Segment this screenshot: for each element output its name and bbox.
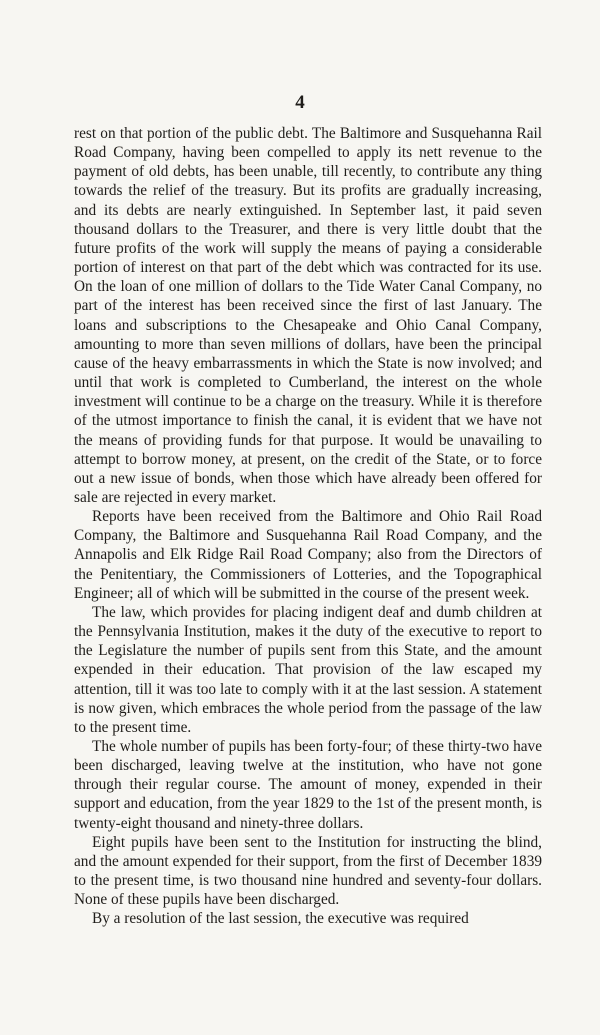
paragraph-blind-institution: Eight pupils have been sent to the Institution for instructing the blind, and the amount expended for their support, from the first of December 1839 to the present time, is two thousand nine hundred and seventy-four dollars. None of these pupils have been discharged. bbox=[74, 833, 542, 909]
paragraph-reports: Reports have been received from the Baltimore and Ohio Rail Road Company, the Baltimore and Susquehanna Rail Road Company, and the Annapolis and Elk Ridge Rail Road Company; also from the Directors of the Penitentiary, the Commissioners of Lotteries, and the Topographical Engineer; all of which will be submitted in the course of the present week. bbox=[74, 508, 542, 602]
paragraph-deaf-dumb-law: The law, which provides for placing indigent deaf and dumb children at the Pennsylvania Institution, makes it the duty of the executive to report to the Legislature the number of pupils sent from this State, and the amount expended in their education. That provision of the law escaped my attention, till it was too late to comply with it at the last session. A statement is now given, which embraces the whole period from the passage of the law to the present time. bbox=[74, 603, 542, 736]
paragraph-pupils-count: The whole number of pupils has been forty-four; of these thirty-two have been discharged, leaving twelve at the institution, who have not gone through their regular course. The amount of money, expended in their support and education, from the year 1829 to the 1st of the present month, is twenty-eight thousand and ninety-three dollars. bbox=[74, 738, 542, 832]
paragraph-resolution: By a resolution of the last session, the executive was required bbox=[92, 910, 469, 928]
page-number: 4 bbox=[295, 92, 305, 113]
body-text bbox=[74, 124, 542, 929]
paragraph-public-debt: rest on that portion of the public debt. The Baltimore and Susquehanna Rail Road Company, having been compelled to apply its nett revenue to the payment of old debts, has been unable, till recently, to contribute any thing towards the relief of the treasury. But its profits are gradually increasing, and its debts are nearly extinguished. In September last, it paid seven thousand dollars to the Treasurer, and there is very little doubt that the future profits of the work will supply the means of paying a considerable portion of interest on that part of the debt which was contracted for its use. On the loan of one million of dollars to the Tide Water Canal Company, no part of the interest has been received since the first of last January. The loans and subscriptions to the Chesapeake and Ohio Canal Company, amounting to more than seven millions of dollars, have been the principal cause of the heavy embarrassments in which the State is now involved; and until that work is completed to Cumberland, the interest on the whole investment will continue to be a charge on the treasury. While it is therefore of the utmost importance to finish the canal, it is evident that we have not the means of providing funds for that purpose. It would be unavailing to attempt to borrow money, at present, on the credit of the State, or to force out a new issue of bonds, when those which have already been offered for sale are rejected in every market. bbox=[74, 125, 542, 506]
